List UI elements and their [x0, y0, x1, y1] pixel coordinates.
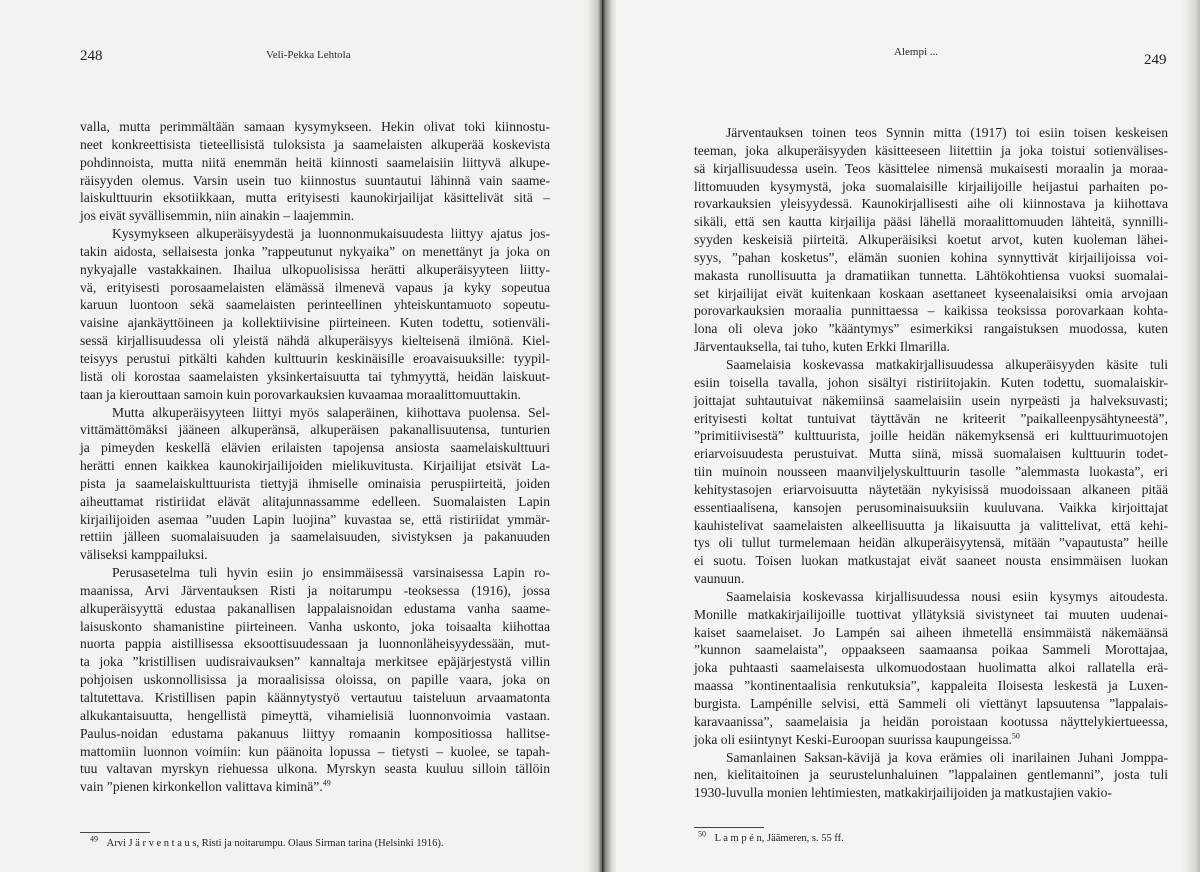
text-line — [694, 570, 1168, 588]
line-text: tys oli tullut turmelemaan heidän alkuperäisyytensä, mitään ”vapautusta” heille — [694, 535, 1168, 551]
text-line — [80, 207, 550, 225]
line-text: vä, erityisesti porosaamelaisten elämässä ilmenevä vapaus ja kyky sopeutua — [80, 279, 550, 295]
text-line — [694, 302, 1168, 320]
text-line — [694, 160, 1168, 178]
text-line — [694, 249, 1168, 267]
line-text: teeman, joka alkuperäisyyden käsitteeseen liitettiin ja joka toistui sotienvälises- — [694, 142, 1168, 158]
line-text: essentiaalisena, kansojen perusominaisuuksiin kuuluvana. Vaikka kirjoittajat — [694, 499, 1168, 515]
line-text: jos eivät syvällisemmin, niin ainakin – laajemmin. — [80, 208, 355, 224]
line-text: syys, ”pahan kosketus”, elämän suonien kohina synnyttivät kirjailijoissa voi- — [694, 249, 1168, 265]
line-text: neet konkreettisista tieteellisistä tuloksista ja saamelaisten alkuperää koskevista — [80, 136, 550, 152]
text-line — [80, 368, 550, 386]
line-text: räisyyden olemus. Varsin usein tuo kiinnostus suuntautui lähinnä vain saame- — [80, 172, 550, 188]
text-line — [80, 564, 550, 582]
footnote-mark: 49 — [90, 834, 98, 844]
text-line — [80, 189, 550, 207]
book-gutter — [588, 0, 616, 872]
line-text: ”kunnon saamelaista”, oppaakseen saamaansa poikaa Sammeli Morottajaa, — [694, 642, 1168, 658]
line-text: burgista. Lampénille selvisi, että Sammeli oli viettänyt lapsuutensa ”lappalais- — [694, 696, 1168, 711]
footnote-left — [90, 834, 444, 849]
line-text: Saamelaisia koskevassa matkakirjallisuudessa alkuperäisyyden käsite tuli — [726, 356, 1168, 372]
left-body-text — [80, 118, 550, 796]
text-line — [694, 213, 1168, 231]
line-text: joittajat suhtautuivat näkemiinsä saamelaisiin usein nyrpeästi ja halveksuvasti; — [694, 392, 1168, 408]
line-text: alkuperäisyyttä edustaa pakanallisen lappalaisnoidan edustama vanha saame- — [80, 600, 550, 616]
text-line — [694, 410, 1168, 428]
line-text: Perusasetelma tuli hyvin esiin jo ensimmäisessä varsinaisessa Lapin ro- — [112, 565, 550, 581]
text-line — [80, 760, 550, 778]
text-line — [80, 635, 550, 653]
line-text: set kirjailijat eivät kuitenkaan koskaan asettaneet kyseenalaisiksi omia arvojaan — [694, 285, 1168, 301]
left-page — [0, 0, 598, 872]
text-line — [694, 731, 1168, 749]
footnote-mark: 50 — [698, 829, 706, 839]
text-line — [694, 749, 1168, 767]
line-text: karuun luontoon sekä saamelaisten perinteellinen yhteiskuntamuoto sopeutu- — [80, 297, 550, 313]
footnote-ref: 49 — [322, 778, 331, 788]
line-text: tiin muinoin nousseen maanviljelyskulttuurin tasolle ”alemmasta luokasta”, eri — [694, 464, 1168, 480]
text-line — [80, 172, 550, 190]
text-line — [694, 445, 1168, 463]
line-text: pista ja saamelaiskulttuurista tiettyjä ihmiselle ominaisia peruspiirteitä, joiden — [80, 475, 550, 491]
line-text: mattomiin luonnon voimiin: kun päänoita lopussa – tietysti – kuolee, se tapah- — [80, 743, 550, 759]
line-text: takin aidosta, sellaisesta jonka ”rappeutunut nykyaika” on menettänyt ja joka on — [80, 243, 550, 259]
running-head-right: Alempi ... — [894, 46, 938, 58]
text-line — [80, 404, 550, 422]
text-line — [80, 743, 550, 761]
line-text: kauhistelivat saamelaisten alkeellisuutta ja likaisuutta ja valittelivat, että kehi- — [694, 517, 1168, 533]
footnote-text: Arvi J ä r v e n t a u s, Risti ja noitarumpu. Olaus Sirman tarina (Helsinki 1916). — [106, 838, 444, 849]
line-text: taan ja kierouttaan samoin kuin porovarkauksien kuvaamaa moraalittomuuttakin. — [80, 386, 521, 402]
footnote-rule-left — [80, 832, 150, 833]
text-line — [694, 338, 1168, 356]
text-line — [694, 659, 1168, 677]
line-text: nen, kielitaitoinen ja seurustelunhaluinen ”lappalainen gentlemanni”, josta tuli — [694, 767, 1168, 783]
line-text: vittämättömäksi jääneen alkuperänsä, alkuperäisen pakanallisuutensa, tunturien — [80, 422, 550, 438]
line-text: joka oli esiintynyt Keski-Euroopan suurissa kaupungeissa. — [694, 731, 1012, 747]
line-text: ta joka ”kristillisen uudisraivauksen” kannaltaja merkitsee epäjärjestystä villin — [80, 654, 550, 670]
line-text: ei suotu. Toisen luokan matkustajat eivät saaneet nousta ensimmäisen luokan — [694, 553, 1168, 569]
line-text: taltutettava. Kristillisen papin käännytystyö vertautuu taisteluun arvaamatonta — [80, 690, 550, 705]
text-line — [694, 195, 1168, 213]
page-edge-shadow — [1182, 0, 1200, 872]
text-line — [80, 707, 550, 725]
text-line — [80, 778, 550, 796]
line-text: Mutta alkuperäisyyteen liittyi myös salaperäinen, kiihottava puolensa. Sel- — [112, 404, 550, 420]
text-line — [694, 427, 1168, 445]
line-text: valla, mutta perimmältään samaan kysymykseen. Hekin olivat toki kiinnostu- — [80, 119, 550, 134]
text-line — [80, 439, 550, 457]
text-line — [80, 475, 550, 493]
line-text: maassa ”kontinentaalisia renkutuksia”, kappaleita Iloisesta leskestä ja Luxen- — [694, 678, 1168, 694]
text-line — [80, 386, 550, 404]
text-line — [80, 296, 550, 314]
text-line — [80, 421, 550, 439]
text-line — [694, 588, 1168, 606]
footnote-right — [698, 829, 844, 844]
text-line — [694, 124, 1168, 142]
text-line — [80, 725, 550, 743]
line-text: makasta runollisuutta ja dramatiikan tunnetta. Lähtökohtiensa vuoksi suomalai- — [694, 267, 1168, 283]
text-line — [80, 243, 550, 261]
right-body-text — [694, 124, 1168, 802]
footnote-text: L a m p é n, Jäämeren, s. 55 ff. — [714, 833, 844, 844]
line-text: nuorta pappia aistillisessa eksoottisuudessaan ja luonnonläheisyydessään, mut- — [80, 636, 550, 652]
line-text: listä oli korostaa saamelaisten yksinkertaisuutta tai tyhmyyttä, heidän laiskuut- — [80, 368, 550, 384]
right-page — [604, 0, 1200, 872]
line-text: rovarkauksien yleisyydessä. Kaunokirjallisesti aihe oli kiinnostava ja kiihottava — [694, 196, 1168, 212]
text-line — [694, 766, 1168, 784]
text-line — [80, 689, 550, 707]
running-head-left: Veli-Pekka Lehtola — [266, 49, 351, 61]
line-text: tuu valtavan myrskyn riehuessa ulkona. Myrskyn seasta kuuluu silloin tällöin — [80, 761, 550, 777]
line-text: ja pimeyden keskellä elävien erilaisten tapojensa ansiosta saamelaiskulttuuri — [80, 440, 550, 456]
text-line — [80, 350, 550, 368]
line-text: Kysymykseen alkuperäisyydestä ja luonnonmukaisuudesta liittyy ajatus jos- — [112, 226, 550, 242]
line-text: Järventauksella, tai tuho, kuten Erkki Ilmarilla. — [694, 339, 950, 355]
line-text: kehitystasojen eriarvoisuutta näytetään nykyisissä muodoissaan alkaneen pitää — [694, 481, 1168, 497]
footnote-ref: 50 — [1011, 731, 1020, 741]
text-line — [80, 136, 550, 154]
line-text: Saamelaisia koskevassa kirjallisuudessa nousi esiin kysymys aitoudesta. — [726, 588, 1168, 604]
text-line — [694, 606, 1168, 624]
footnote-rule-right — [694, 827, 764, 828]
line-text: laisuskonto shamanistine piirteineen. Vanha uskonto, joka toisaalta kiihottaa — [80, 618, 550, 634]
text-line — [694, 713, 1168, 731]
line-text: eriarvoisuudesta perustuivat. Mutta siinä, missä suomalaisen kulttuurin todet- — [694, 446, 1168, 462]
text-line — [694, 142, 1168, 160]
line-text: Samanlainen Saksan-kävijä ja kova erämies oli inarilainen Juhani Jomppa- — [726, 749, 1168, 765]
line-text: Paulus-noidan edustama pakanuus liittyy romaanin kompositiossa hallitse- — [80, 725, 550, 741]
line-text: joka puhtaasti saamelaisesta ulkomuodostaan huolimatta alkoi rallatella erä- — [694, 660, 1168, 676]
line-text: sikäli, että sen kautta kirjailija pääsi lähellä moraalittomuuden lähteitä, synnilli- — [694, 214, 1168, 230]
text-line — [80, 457, 550, 475]
text-line — [694, 374, 1168, 392]
text-line — [694, 231, 1168, 249]
page-number-left: 248 — [80, 48, 103, 64]
text-line — [80, 279, 550, 297]
text-line — [694, 624, 1168, 642]
line-text: Monille matkakirjailijoille tuottivat yllätyksiä sivistyneet tai muuten uudenai- — [694, 606, 1168, 622]
text-line — [694, 463, 1168, 481]
text-line — [80, 653, 550, 671]
line-text: sä kirjallisuudessa usein. Teos käsittelee nimensä mukaisesti moraalin ja moraa- — [694, 160, 1168, 176]
line-text: kaiset saamelaiset. Jo Lampén sai aiheen ihmetellä ensimmäistä näkemäänsä — [694, 624, 1168, 640]
line-text: vaunuun. — [694, 571, 745, 587]
line-text: aiheuttamat ristiriidat elävät alitajunnassamme edelleen. Suomalaisten Lapin — [80, 493, 550, 509]
text-line — [694, 285, 1168, 303]
text-line — [694, 641, 1168, 659]
text-line — [694, 695, 1168, 713]
text-line — [694, 356, 1168, 374]
text-line — [694, 178, 1168, 196]
text-line — [80, 528, 550, 546]
text-line — [694, 267, 1168, 285]
text-line — [80, 582, 550, 600]
line-text: ”primitiivisestä” kulttuurista, joille heidän näkemyksensä eri kulttuurimuotojen — [694, 428, 1168, 444]
text-line — [80, 261, 550, 279]
text-line — [80, 314, 550, 332]
text-line — [80, 671, 550, 689]
line-text: pohjoisen uskonnollisissa ja moraalisissa oloissa, on papille vaara, joka on — [80, 672, 550, 688]
line-text: sessä kirjallisuudessa oli yleistä nähdä alkuperäisyys kielteisenä ilmiönä. Kiel- — [80, 333, 550, 349]
line-text: littomuuden kysymystä, joka suomalaisille kirjailijoille heijastui parhaiten po- — [694, 178, 1168, 194]
line-text: erityisesti koltat tuntuivat täyttävän ne kriteerit ”paikalleenpysähtyneestä”, — [694, 410, 1168, 426]
line-text: laiskulttuurin eksotiikkaan, mutta erityisesti kaunokirjailijat käsittelivät sitä – — [80, 190, 550, 206]
line-text: pohdinnoista, mutta niitä enemmän heitä kiinnosti saamelaisiin liittyvä alkupe- — [80, 154, 550, 170]
line-text: nykyajalle vastakkainen. Ihailua ulkopuolisissa herätti alkuperäisyyteen liitty- — [80, 261, 550, 277]
line-text: rettiin jälleen suomalaisuuden ja saamelaisuuden, sivistyksen ja pakanuuden — [80, 529, 550, 545]
line-text: syyden keskeisiä piirteitä. Alkuperäisiksi koetut arvot, kuten kuoleman lähei- — [694, 232, 1168, 248]
text-line — [80, 118, 550, 136]
text-line — [694, 481, 1168, 499]
text-line — [80, 332, 550, 350]
text-line — [694, 677, 1168, 695]
page-number-right: 249 — [1144, 52, 1167, 68]
line-text: kirjailijoiden asemaa ”uuden Lapin luojina” kuvastaa se, että ristiriidat ymmär- — [80, 511, 550, 527]
line-text: lona oli oleva joko ”kääntymys” esimerkiksi rangaistuksen muodossa, kuten — [694, 321, 1168, 337]
text-line — [694, 320, 1168, 338]
line-text: vain ”pienen kirkonkellon valittava kiminä”. — [80, 779, 323, 795]
line-text: alkukantaisuutta, hengellistä pimeyttä, vihamielisiä luonnonvoimia vastaan. — [80, 707, 550, 723]
text-line — [694, 517, 1168, 535]
text-line — [694, 552, 1168, 570]
text-line — [80, 600, 550, 618]
line-text: väliseksi kamppailuksi. — [80, 547, 208, 563]
text-line — [80, 154, 550, 172]
text-line — [694, 392, 1168, 410]
line-text: vaisine ajankäyttöineen ja kollektiivisine piirteineen. Kuten todettu, sotienväli- — [80, 315, 550, 331]
text-line — [80, 225, 550, 243]
text-line — [80, 493, 550, 511]
line-text: esiin toisella tavalla, johon sisältyi ristiriitojakin. Kuten todettu, suomalaiskir- — [694, 374, 1168, 390]
line-text: karavaanissa”, saamelaisia ja heidän poroistaan kootussa näyttelykiertueessa, — [694, 713, 1168, 729]
line-text: Järventauksen toinen teos Synnin mitta (1917) toi esiin toisen keskeisen — [726, 125, 1168, 140]
text-line — [80, 511, 550, 529]
line-text: teisyys perustui pitkälti kahden kulttuurin keskinäisille eroavaisuuksille: tyypil- — [80, 350, 550, 366]
text-line — [694, 534, 1168, 552]
text-line — [694, 499, 1168, 517]
line-text: herätti ennen kaikkea kaunokirjailijoiden mielikuvitusta. Kirjailijat etsivät La- — [80, 458, 550, 474]
text-line — [694, 784, 1168, 802]
text-line — [80, 546, 550, 564]
line-text: 1930-luvulla monien lehtimiesten, matkakirjailijoiden ja matkustajien vakio- — [694, 785, 1112, 801]
text-line — [80, 618, 550, 636]
line-text: porovarkauksien moraalia punnittaessa – kaikissa teoksissa porovarkaan kohta- — [694, 303, 1168, 319]
line-text: maanissa, Arvi Järventauksen Risti ja noitarumpu -teoksessa (1916), jossa — [80, 582, 550, 598]
